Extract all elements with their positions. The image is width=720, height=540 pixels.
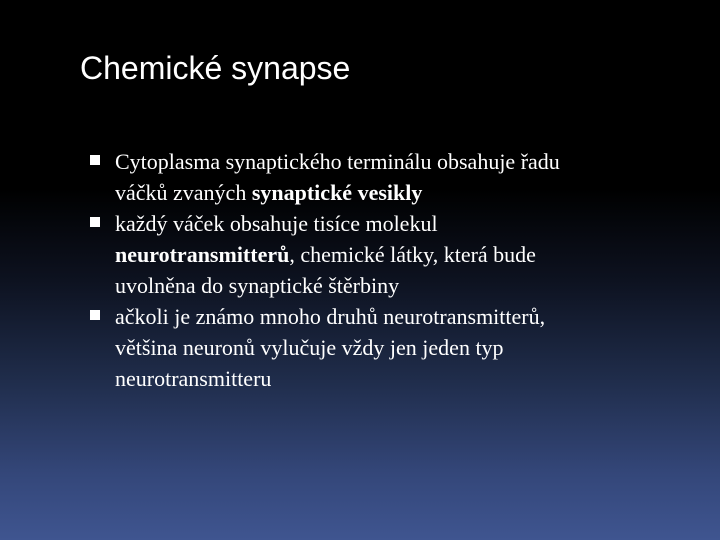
bullet-text: , chemické látky, která bude [289, 242, 536, 267]
bullet-item [90, 146, 690, 208]
bullet-line [115, 146, 690, 177]
bullet-line [115, 363, 690, 394]
bullet-item [90, 301, 690, 394]
bullet-text: neurotransmitteru [115, 366, 272, 391]
bullet-text: ačkoli je známo mnoho druhů neurotransmitterů, [115, 304, 546, 329]
bullet-line [115, 332, 690, 363]
bullet-line [115, 270, 690, 301]
bullet-text: každý váček obsahuje tisíce molekul [115, 211, 438, 236]
bullet-item [90, 208, 690, 301]
bullet-line [115, 177, 690, 208]
square-bullet-icon [90, 310, 100, 320]
square-bullet-icon [90, 217, 100, 227]
bullet-line [115, 208, 690, 239]
bullet-line [115, 239, 690, 270]
bullet-text: váčků zvaných [115, 180, 252, 205]
bullet-text-bold: synaptické vesikly [251, 180, 423, 205]
square-bullet-icon [90, 155, 100, 165]
bullet-line [115, 301, 690, 332]
slide-title: Chemické synapse [80, 50, 351, 86]
bullet-text: Cytoplasma synaptického terminálu obsahuje řadu [115, 149, 560, 174]
bullet-text: uvolněna do synaptické štěrbiny [115, 273, 400, 298]
bullet-text: většina neuronů vylučuje vždy jen jeden typ [115, 335, 504, 360]
bullet-list [90, 146, 690, 394]
bullet-text-bold: neurotransmitterů [115, 242, 290, 267]
